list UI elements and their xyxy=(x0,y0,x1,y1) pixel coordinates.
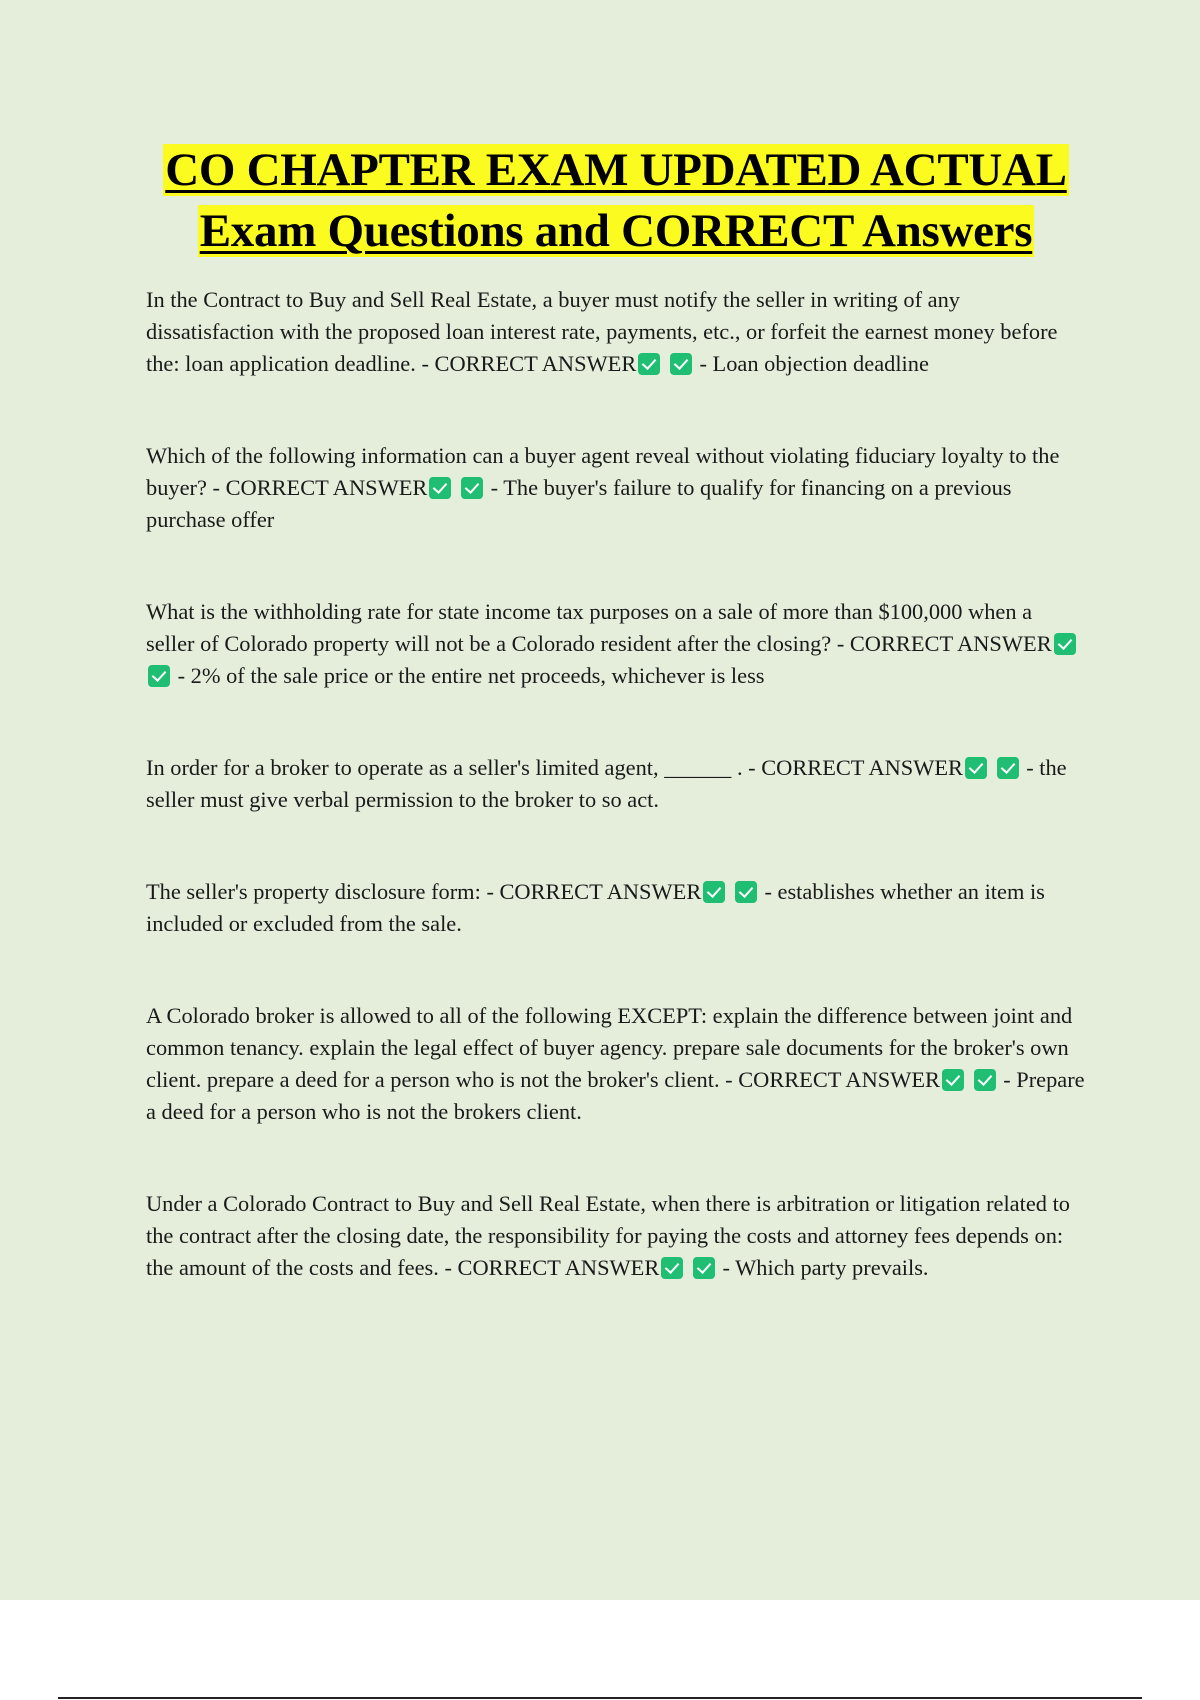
check-icon xyxy=(461,477,483,499)
answer-marker: - CORRECT ANSWER xyxy=(444,1255,660,1280)
answer-marker: - CORRECT ANSWER xyxy=(421,351,637,376)
check-icon xyxy=(965,757,987,779)
qa-item-3 xyxy=(146,596,1086,692)
check-icon xyxy=(703,881,725,903)
footer-divider xyxy=(58,1697,1142,1699)
answer-text: - Loan objection deadline xyxy=(699,351,929,376)
question-text: In the Contract to Buy and Sell Real Estate, a buyer must notify the seller in writing of any dissatisfaction with the proposed loan interest rate, payments, etc., or forfeit the earnest money before the: loan application deadline. xyxy=(146,287,1058,376)
answer-text: - Which party prevails. xyxy=(722,1255,929,1280)
check-icon xyxy=(670,353,692,375)
check-icon xyxy=(1054,633,1076,655)
check-icon xyxy=(638,353,660,375)
qa-item-2 xyxy=(146,440,1086,536)
title-line-1: CO CHAPTER EXAM UPDATED ACTUAL xyxy=(165,144,1067,196)
document-title xyxy=(146,140,1086,262)
title-line-2: Exam Questions and CORRECT Answers xyxy=(199,205,1033,257)
document-content xyxy=(146,140,1086,1284)
question-text: In order for a broker to operate as a seller's limited agent, ______ . xyxy=(146,755,743,780)
qa-item-6 xyxy=(146,1000,1086,1128)
qa-item-4 xyxy=(146,752,1086,816)
check-icon xyxy=(661,1257,683,1279)
question-text: Which of the following information can a buyer agent reveal without violating fiduciary loyalty to the buyer? xyxy=(146,443,1060,500)
answer-text: - establishes whether an item is included or excluded from the sale. xyxy=(146,879,1045,936)
question-text: A Colorado broker is allowed to all of the following EXCEPT: explain the difference between joint and common tenancy. explain the legal effect of buyer agency. prepare sale documents for the broker's own client. prepare a deed for a person who is not the broker's client. xyxy=(146,1003,1073,1092)
check-icon xyxy=(148,665,170,687)
check-icon xyxy=(942,1069,964,1091)
qa-item-7 xyxy=(146,1188,1086,1284)
qa-item-5 xyxy=(146,876,1086,940)
answer-text: - 2% of the sale price or the entire net proceeds, whichever is less xyxy=(177,663,765,688)
check-icon xyxy=(997,757,1019,779)
answer-marker: - CORRECT ANSWER xyxy=(725,1067,940,1092)
check-icon xyxy=(693,1257,715,1279)
answer-text: - the seller must give verbal permission to the broker to so act. xyxy=(146,755,1067,812)
answer-text: - Prepare a deed for a person who is not the brokers client. xyxy=(146,1067,1085,1124)
answer-marker: - CORRECT ANSWER xyxy=(212,475,428,500)
answer-marker: - CORRECT ANSWER xyxy=(836,631,1052,656)
answer-marker: - CORRECT ANSWER xyxy=(486,879,702,904)
answer-text: - The buyer's failure to qualify for financing on a previous purchase offer xyxy=(146,475,1012,532)
answer-marker: - CORRECT ANSWER xyxy=(748,755,963,780)
check-icon xyxy=(735,881,757,903)
question-text: Under a Colorado Contract to Buy and Sell Real Estate, when there is arbitration or litigation related to the contract after the closing date, the responsibility for paying the costs and attorney fees depends on: the amount of the costs and fees. xyxy=(146,1191,1070,1280)
check-icon xyxy=(974,1069,996,1091)
question-text: The seller's property disclosure form: xyxy=(146,879,481,904)
question-text: What is the withholding rate for state income tax purposes on a sale of more than $100,000 when a seller of Colorado property will not be a Colorado resident after the closing? xyxy=(146,599,1033,656)
qa-item-1 xyxy=(146,284,1086,380)
check-icon xyxy=(429,477,451,499)
